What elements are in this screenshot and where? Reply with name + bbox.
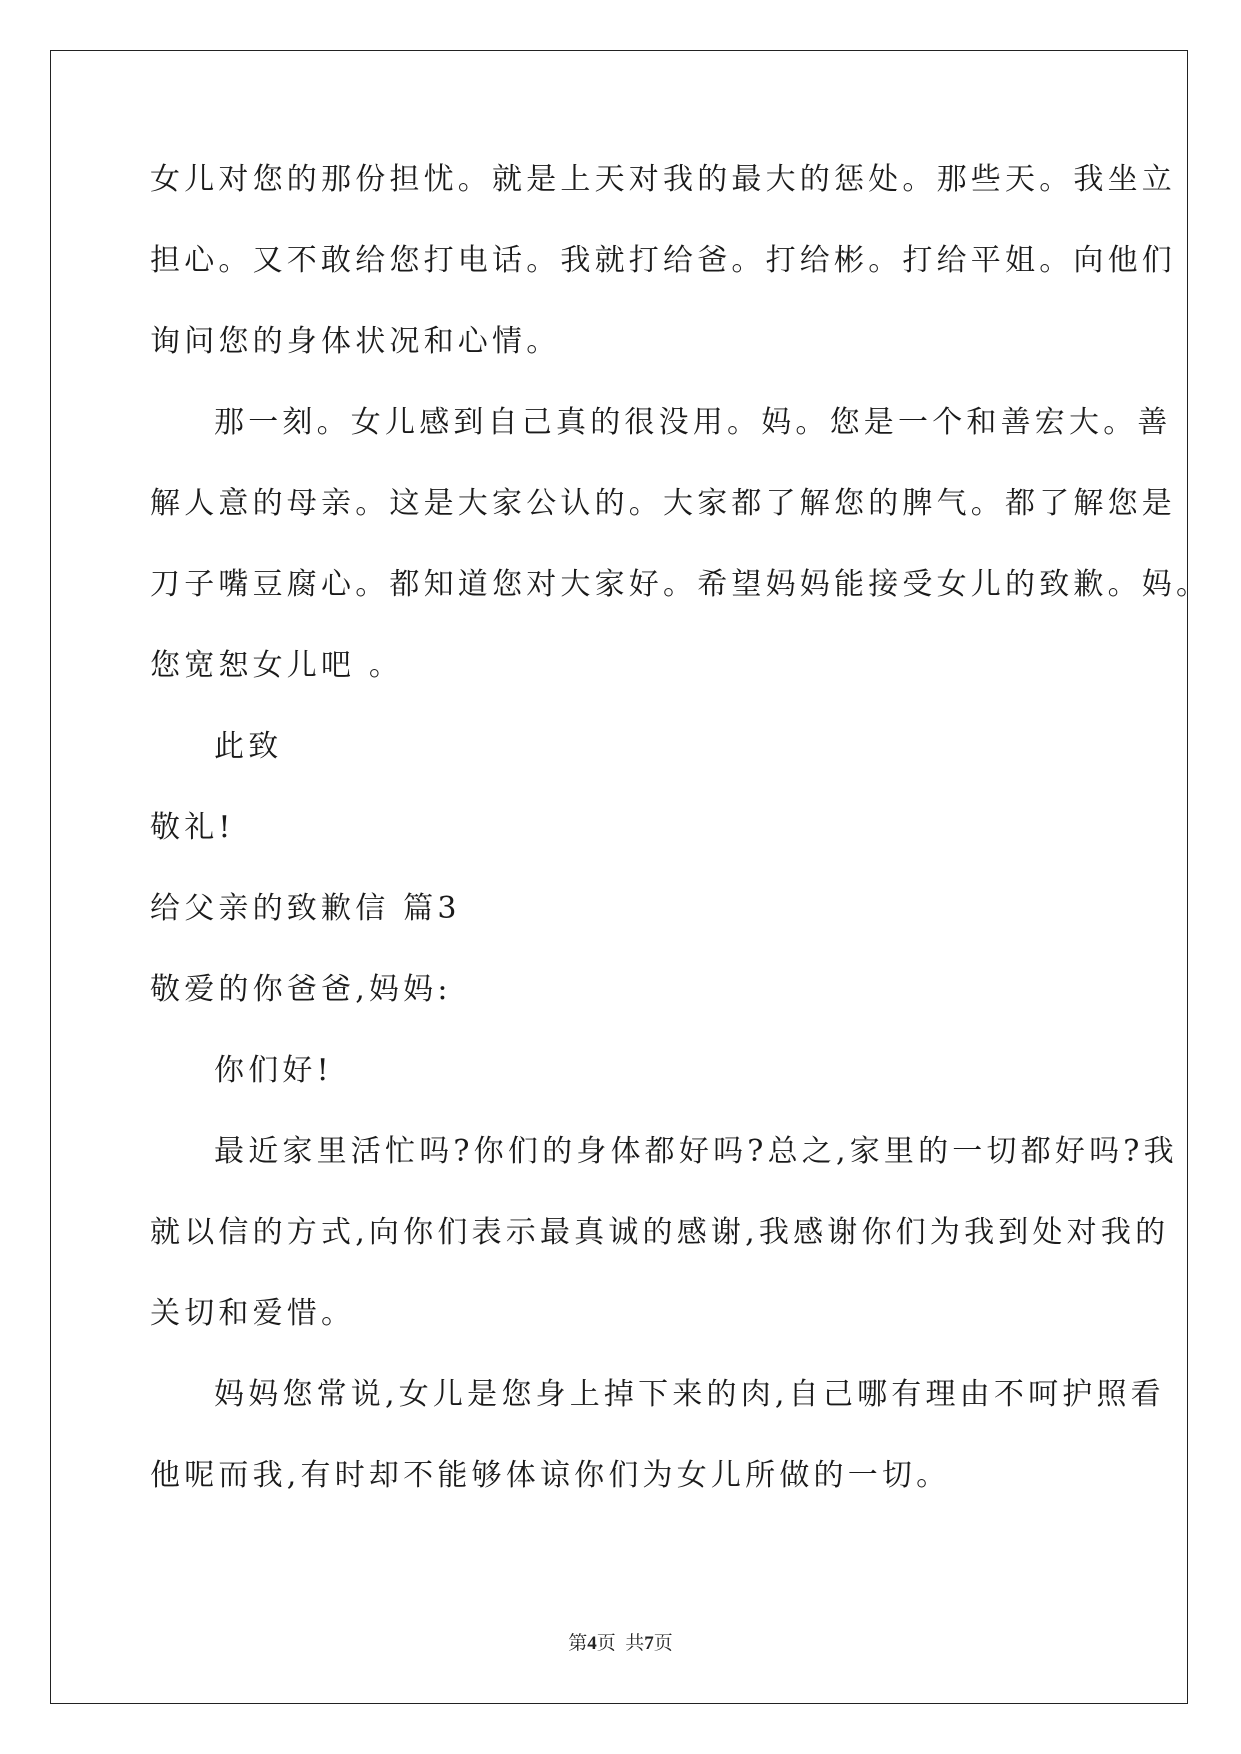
greeting-line: 敬爱的你爸爸,妈妈: (150, 972, 452, 1007)
footer-prefix: 第 (568, 1633, 588, 1654)
footer-middle: 页 共 (596, 1633, 645, 1654)
current-page-number: 4 (587, 1633, 597, 1654)
text-line: 最近家里活忙吗?你们的身体都好吗?总之,家里的一切都好吗?我 (214, 1134, 1178, 1169)
text-line: 关切和爱惜。 (150, 1296, 356, 1331)
text-line: 解人意的母亲。这是大家公认的。大家都了解您的脾气。都了解您是 (150, 486, 1176, 521)
total-pages-number: 7 (644, 1633, 654, 1654)
text-line: 担心。又不敢给您打电话。我就打给爸。打给彬。打给平姐。向他们 (150, 243, 1176, 278)
section-title: 给父亲的致歉信 篇3 (150, 891, 461, 926)
text-line: 您宽恕女儿吧 。 (150, 648, 404, 683)
text-line: 就以信的方式,向你们表示最真诚的感谢,我感谢你们为我到处对我的 (150, 1215, 1170, 1250)
footer-suffix: 页 (653, 1633, 673, 1654)
page-footer (0, 1628, 1241, 1655)
text-line: 女儿对您的那份担忧。就是上天对我的最大的惩处。那些天。我坐立 (150, 162, 1176, 197)
document-body (150, 158, 1211, 1535)
text-line: 你们好! (214, 1053, 333, 1088)
text-line: 他呢而我,有时却不能够体谅你们为女儿所做的一切。 (150, 1458, 951, 1493)
text-line: 妈妈您常说,女儿是您身上掉下来的肉,自己哪有理由不呵护照看 (214, 1377, 1165, 1412)
text-line: 那一刻。女儿感到自己真的很没用。妈。您是一个和善宏大。善 (214, 405, 1172, 440)
text-line: 刀子嘴豆腐心。都知道您对大家好。希望妈妈能接受女儿的致歉。妈。 (150, 567, 1211, 602)
closing-line: 此致 (214, 729, 283, 764)
salutation-line: 敬礼! (150, 810, 235, 845)
text-line: 询问您的身体状况和心情。 (150, 324, 561, 359)
